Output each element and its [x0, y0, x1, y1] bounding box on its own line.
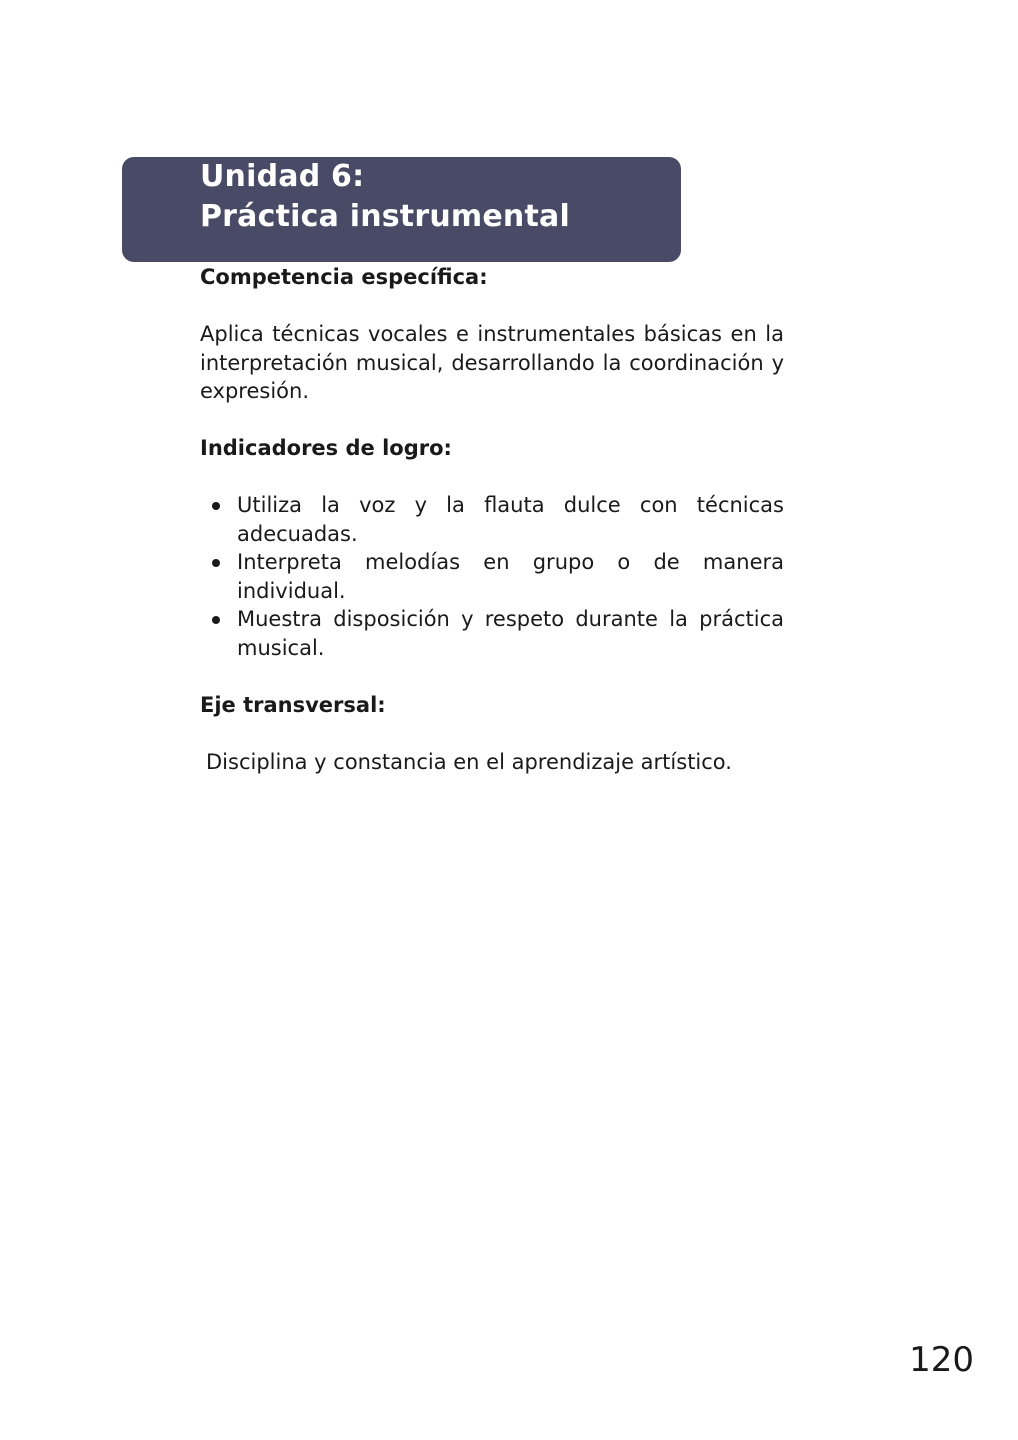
eje-text: Disciplina y constancia en el aprendizaje artístico. [206, 749, 732, 774]
eje-heading: Eje transversal: [200, 692, 386, 717]
list-item [200, 548, 784, 605]
bullet-icon [212, 502, 220, 510]
page-number: 120 [909, 1340, 974, 1380]
unit-content [200, 263, 784, 776]
unit-number-title: Unidad 6: [200, 159, 365, 194]
indicador-text: Interpreta melodías en grupo o de manera individual. [237, 550, 784, 603]
unit-name-title: Práctica instrumental [200, 199, 570, 234]
unit-title-banner [122, 157, 681, 262]
indicadores-heading: Indicadores de logro: [200, 436, 452, 460]
bullet-icon [212, 616, 220, 624]
competencia-heading: Competencia específica: [200, 265, 488, 289]
list-item [200, 491, 784, 548]
indicador-text: Muestra disposición y respeto durante la práctica musical. [237, 607, 784, 660]
competencia-text: Aplica técnicas vocales e instrumentales básicas en la interpretación musical, desarrollando la coordinación y expresión. [200, 322, 784, 403]
indicadores-list [200, 491, 784, 662]
indicador-text: Utiliza la voz y la flauta dulce con técnicas adecuadas. [237, 493, 784, 546]
bullet-icon [212, 559, 220, 567]
list-item [200, 605, 784, 662]
